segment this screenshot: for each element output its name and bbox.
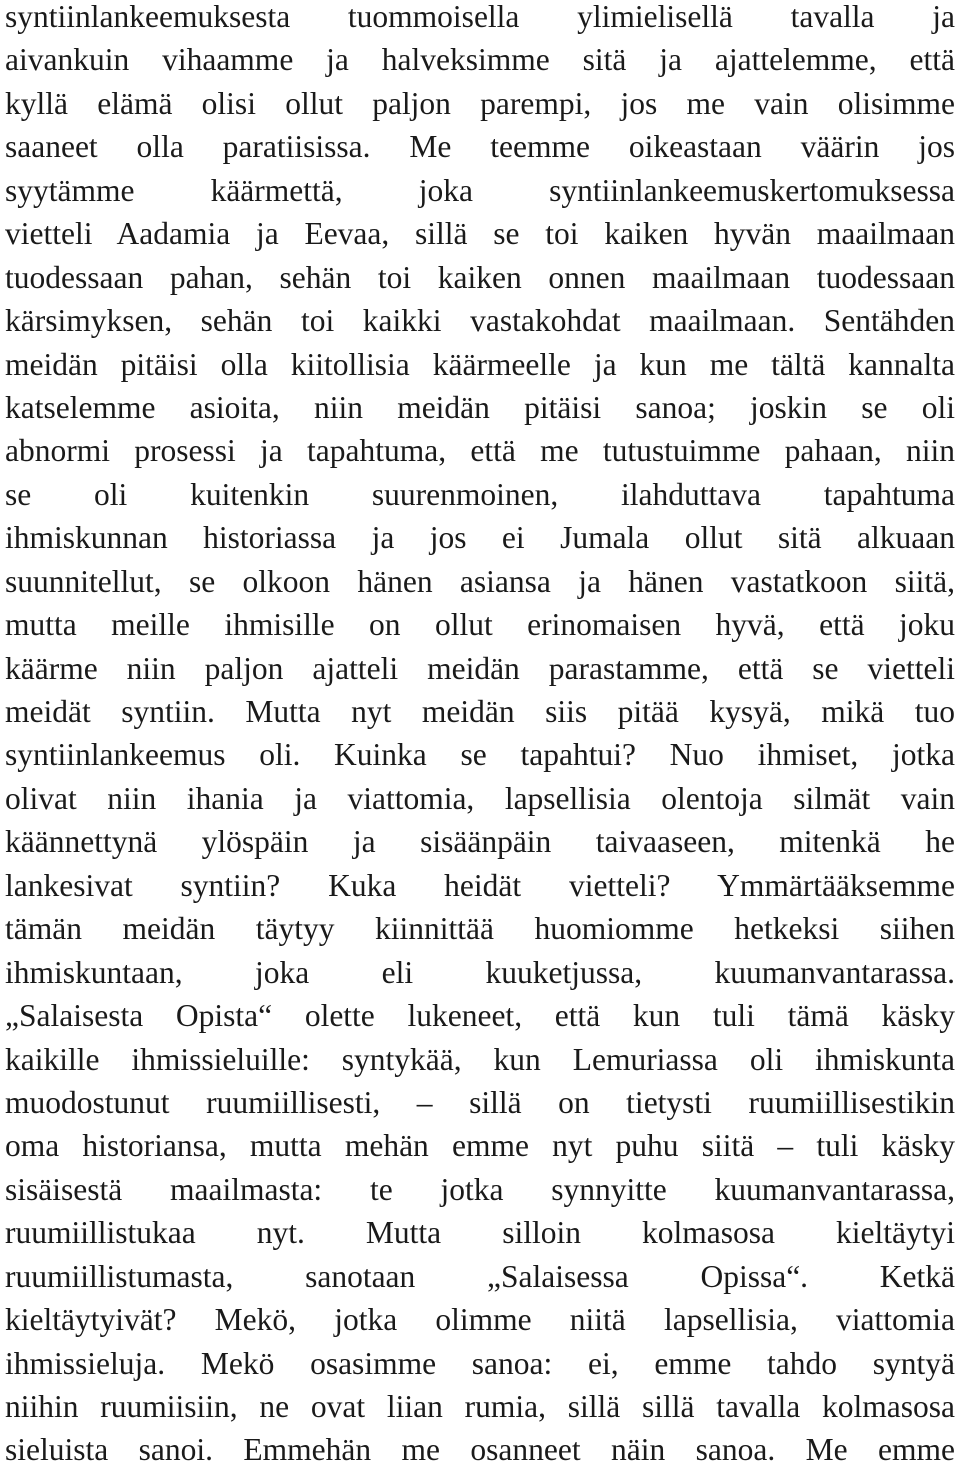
text-line: olivat niin ihania ja viattomia, lapsellisia olentoja silmät vain [5,780,955,816]
text-line: syntiinlankeemus oli. Kuinka se tapahtui? Nuo ihmiset, jotka [5,737,955,773]
document-page [5,0,955,1472]
text-line: kärsimyksen, sehän toi kaikki vastakohdat maailmaan. Sentähden [5,303,955,339]
text-line: syntiinlankeemuksesta tuommoisella ylimielisellä tavalla ja [5,0,955,34]
text-line: tämän meidän täytyy kiinnittää huomiomme hetkeksi siihen [5,911,955,947]
text-line: katselemme asioita, niin meidän pitäisi sanoa; joskin se oli [5,389,955,425]
text-line: ruumiillistumasta, sanotaan „Salaisessa Opissa“. Ketkä [5,1258,955,1294]
text-line: se oli kuitenkin suurenmoinen, ilahduttava tapahtuma [5,476,955,512]
text-line: kyllä elämä olisi ollut paljon parempi, jos me vain olisimme [5,85,955,121]
text-line: lankesivat syntiin? Kuka heidät vietteli? Ymmärtääksemme [5,867,955,903]
text-line: meidän pitäisi olla kiitollisia käärmeelle ja kun me tältä kannalta [5,346,955,382]
text-line: tuodessaan pahan, sehän toi kaiken onnen maailmaan tuodessaan [5,259,955,295]
text-line: ihmissieluja. Mekö osasimme sanoa: ei, emme tahdo syntyä [5,1345,955,1381]
text-line: saaneet olla paratiisissa. Me teemme oikeastaan väärin jos [5,129,955,165]
text-line: aivankuin vihaamme ja halveksimme sitä ja ajattelemme, että [5,42,955,78]
text-line: ihmiskuntaan, joka eli kuuketjussa, kuumanvantarassa. [5,954,955,990]
text-line: vietteli Aadamia ja Eevaa, sillä se toi kaiken hyvän maailmaan [5,216,955,252]
text-line: käärme niin paljon ajatteli meidän parastamme, että se vietteli [5,650,955,686]
text-line: kaikille ihmissieluille: syntykää, kun Lemuriassa oli ihmiskunta [5,1041,955,1077]
text-line: oma historiansa, mutta mehän emme nyt puhu siitä – tuli käsky [5,1128,955,1164]
text-line: syytämme käärmettä, joka syntiinlankeemuskertomuksessa [5,172,955,208]
text-line: kieltäytyivät? Mekö, jotka olimme niitä lapsellisia, viattomia [5,1302,955,1338]
text-line: „Salaisesta Opista“ olette lukeneet, että kun tuli tämä käsky [5,998,955,1034]
text-line: mutta meille ihmisille on ollut erinomaisen hyvä, että joku [5,607,955,643]
text-line: abnormi prosessi ja tapahtuma, että me tutustuimme pahaan, niin [5,433,955,469]
text-line: sisäisestä maailmasta: te jotka synnyitte kuumanvantarassa, [5,1171,955,1207]
text-line: ruumiillistukaa nyt. Mutta silloin kolmasosa kieltäytyi [5,1215,955,1251]
text-line: käännettynä ylöspäin ja sisäänpäin taivaaseen, mitenkä he [5,824,955,860]
text-line: ihmiskunnan historiassa ja jos ei Jumala ollut sitä alkuaan [5,520,955,556]
text-line: sieluista sanoi. Emmehän me osanneet näin sanoa. Me emme [5,1432,955,1468]
text-line: meidät syntiin. Mutta nyt meidän siis pitää kysyä, mikä tuo [5,694,955,729]
text-line: niihin ruumiisiin, ne ovat liian rumia, sillä sillä tavalla kolmasosa [5,1389,955,1424]
text-line: suunnitellut, se olkoon hänen asiansa ja hänen vastatkoon siitä, [5,563,955,599]
text-line: muodostunut ruumiillisesti, – sillä on tietysti ruumiillisestikin [5,1084,955,1120]
